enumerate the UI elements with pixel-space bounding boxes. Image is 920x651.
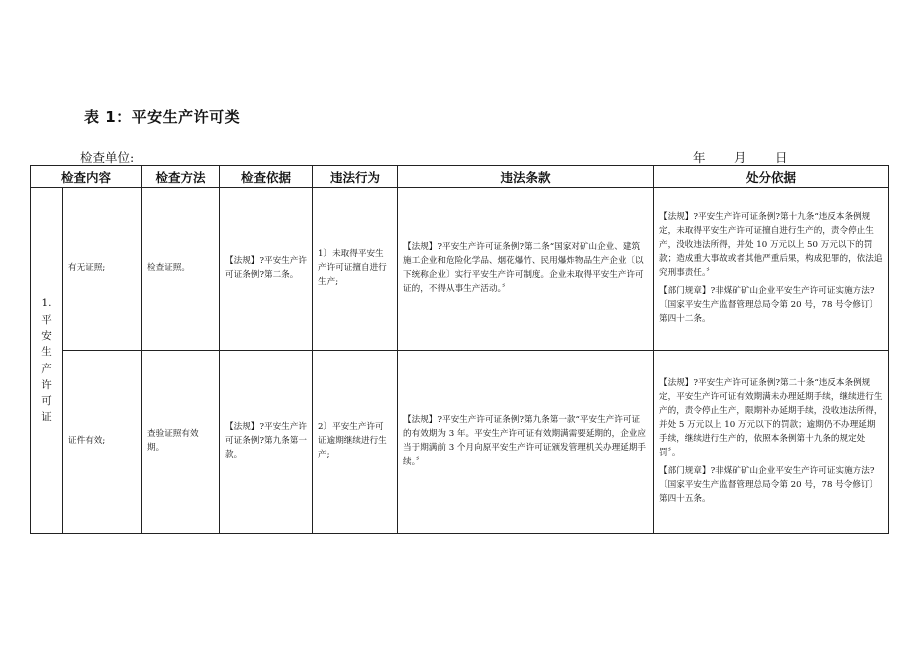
penalty-rule: 【部门规章】?非煤矿矿山企业平安生产许可证实施方法?〔国家平安生产监督管理总局令第 20 号，78 号令修订〕第四十二条。 — [659, 285, 879, 324]
cell-check-content: 证件有效; — [63, 351, 142, 534]
inspection-unit-label: 检查单位: — [80, 150, 135, 165]
document-title: 表 1：平安生产许可类 — [84, 108, 241, 126]
header-check-method: 检查方法 — [142, 166, 220, 188]
cell-violation-clause: 【法规】?平安生产许可证条例?第九条第一款“平安生产许可证的有效期为 3 年。平安生产许可证有效期满需要延期的，企业应当于期满前 3 个月向原平安生产许可证颁发管理机关办理延期手续。〞 — [398, 351, 654, 534]
penalty-rule: 【部门规章】?非煤矿矿山企业平安生产许可证实施方法?〔国家平安生产监督管理总局令第 20 号，78 号令修订〕第四十五条。 — [659, 465, 879, 504]
table-header-row — [31, 166, 889, 188]
cell-check-basis: 【法规】?平安生产许可证条例?第二条。 — [220, 188, 313, 351]
cell-violation: 1〕未取得平安生产许可证擅自进行生产; — [313, 188, 398, 351]
cell-check-method: 检查证照。 — [142, 188, 220, 351]
penalty-regulation: 【法规】?平安生产许可证条例?第十九条“违反本条例规定，未取得平安生产许可证擅自进行生产的，责令停止生产，没收违法所得，并处 10 万元以上 50 万元以下的罚款；造成重大事故或者其他严重后果，构成犯罪的，依法追究刑事责任。〞 — [659, 212, 883, 278]
header-penalty-basis: 处分依据 — [654, 166, 889, 188]
cell-check-basis: 【法规】?平安生产许可证条例?第九条第一款。 — [220, 351, 313, 534]
cell-violation: 2〕平安生产许可证逾期继续进行生产; — [313, 351, 398, 534]
header-violation: 违法行为 — [313, 166, 398, 188]
category-label: 1.平安生产许可证 — [41, 297, 52, 424]
inspection-table — [30, 165, 889, 534]
penalty-regulation: 【法规】?平安生产许可证条例?第二十条“违反本条例规定，平安生产许可证有效期满未办理延期手续，继续进行生产的，责令停止生产，限期补办延期手续，没收违法所得，并处 5 万元以上 10 万元以下的罚款；逾期仍不办理延期手续，继续进行生产的，依照本条例第十九条的规定处罚〞。 — [659, 378, 883, 458]
cell-check-content: 有无证照; — [63, 188, 142, 351]
cell-penalty-basis — [654, 351, 889, 534]
date-month-label: 月 — [734, 150, 747, 165]
date-year-label: 年 — [693, 150, 706, 165]
cell-check-method: 查验证照有效期。 — [142, 351, 220, 534]
cell-violation-clause: 【法规】?平安生产许可证条例?第二条“国家对矿山企业、建筑施工企业和危险化学品、烟花爆竹、民用爆炸物品生产企业〔以下统称企业〕实行平安生产许可制度。企业未取得平安生产许可证的，不得从事生产活动。〞 — [398, 188, 654, 351]
category-cell — [31, 188, 63, 534]
cell-penalty-basis — [654, 188, 889, 351]
header-check-basis: 检查依据 — [220, 166, 313, 188]
date-day-label: 日 — [775, 150, 788, 165]
table-row — [31, 188, 889, 351]
header-violation-clause: 违法条款 — [398, 166, 654, 188]
header-check-content: 检查内容 — [31, 166, 142, 188]
table-row — [31, 351, 889, 534]
